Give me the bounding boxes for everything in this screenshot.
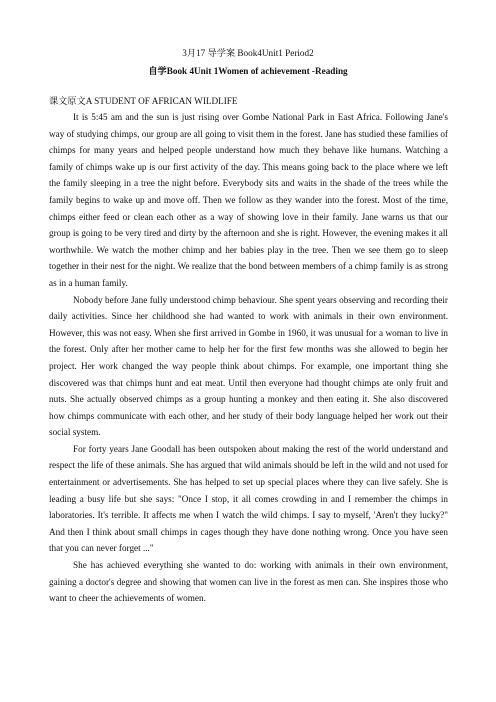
paragraph-4: She has achieved everything she wanted to do: working with animals in their own environment, gaining a doctor's degree and showing that women can live in the forest as men can. She inspires those who want to cheer the achievements of women. bbox=[49, 560, 448, 604]
paragraph-1: It is 5:45 am and the sun is just rising over Gombe National Park in East Africa. Following Jane's way of studying chimps, our group are all going to visit them in the forest. Jane has studied these families of chimps for many years and helped people understand how much they behave like humans. Watching a family of chimps wake up is our first activity of the day. This means going back to the place where we left the family sleeping in a tree the night before. Everybody sits and waits in the shade of the trees while the family begins to wake up and move off. Then we follow as they wander into the forest. Most of the time, chimps either feed or clean each other as a way of showing love in their family. Jane warns us that our group is going to be very tired and dirty by the afternoon and she is right. However, the evening makes it all worthwhile. We watch the mother chimp and her babies play in the tree. Then we see them go to sleep together in their nest for the night. We realize that the bond between members of a chimp family is as strong as in a human family. bbox=[49, 112, 448, 288]
document-subtitle: 自学Book 4Unit 1Women of achievement -Reading bbox=[148, 66, 348, 76]
section-label: 课文原文A STUDENT OF AFRICAN WILDLIFE bbox=[49, 96, 238, 106]
document-header: 3月17 导学案 Book4Unit1 Period2 bbox=[182, 48, 314, 58]
article-body bbox=[49, 109, 448, 607]
paragraph-3: For forty years Jane Goodall has been outspoken about making the rest of the world understand and respect the life of these animals. She has argued that wild animals should be left in the wild and not used for entertainment or advertisements. She has helped to set up special places where they can live safely. She is leading a busy life but she says: "Once I stop, it all comes crowding in and I remember the chimps in laboratories. It's terrible. It affects me when I watch the wild chimps. I say to myself, 'Aren't they lucky?" And then I think about small chimps in cages though they have done nothing wrong. Once you have seen that you can never forget ..." bbox=[49, 443, 448, 554]
paragraph-2: Nobody before Jane fully understood chimp behaviour. She spent years observing and recording their daily activities. Since her childhood she had wanted to work with animals in their own environment. However, this was not easy. When she first arrived in Gombe in 1960, it was unusual for a woman to live in the forest. Only after her mother came to help her for the first few months was she allowed to begin her project. Her work changed the way people think about chimps. For example, one important thing she discovered was that chimps hunt and eat meat. Until then everyone had thought chimps ate only fruit and nuts. She actually observed chimps as a group hunting a monkey and then eating it. She also discovered how chimps communicate with each other, and her study of their body language helped her work out their social system. bbox=[49, 294, 448, 438]
